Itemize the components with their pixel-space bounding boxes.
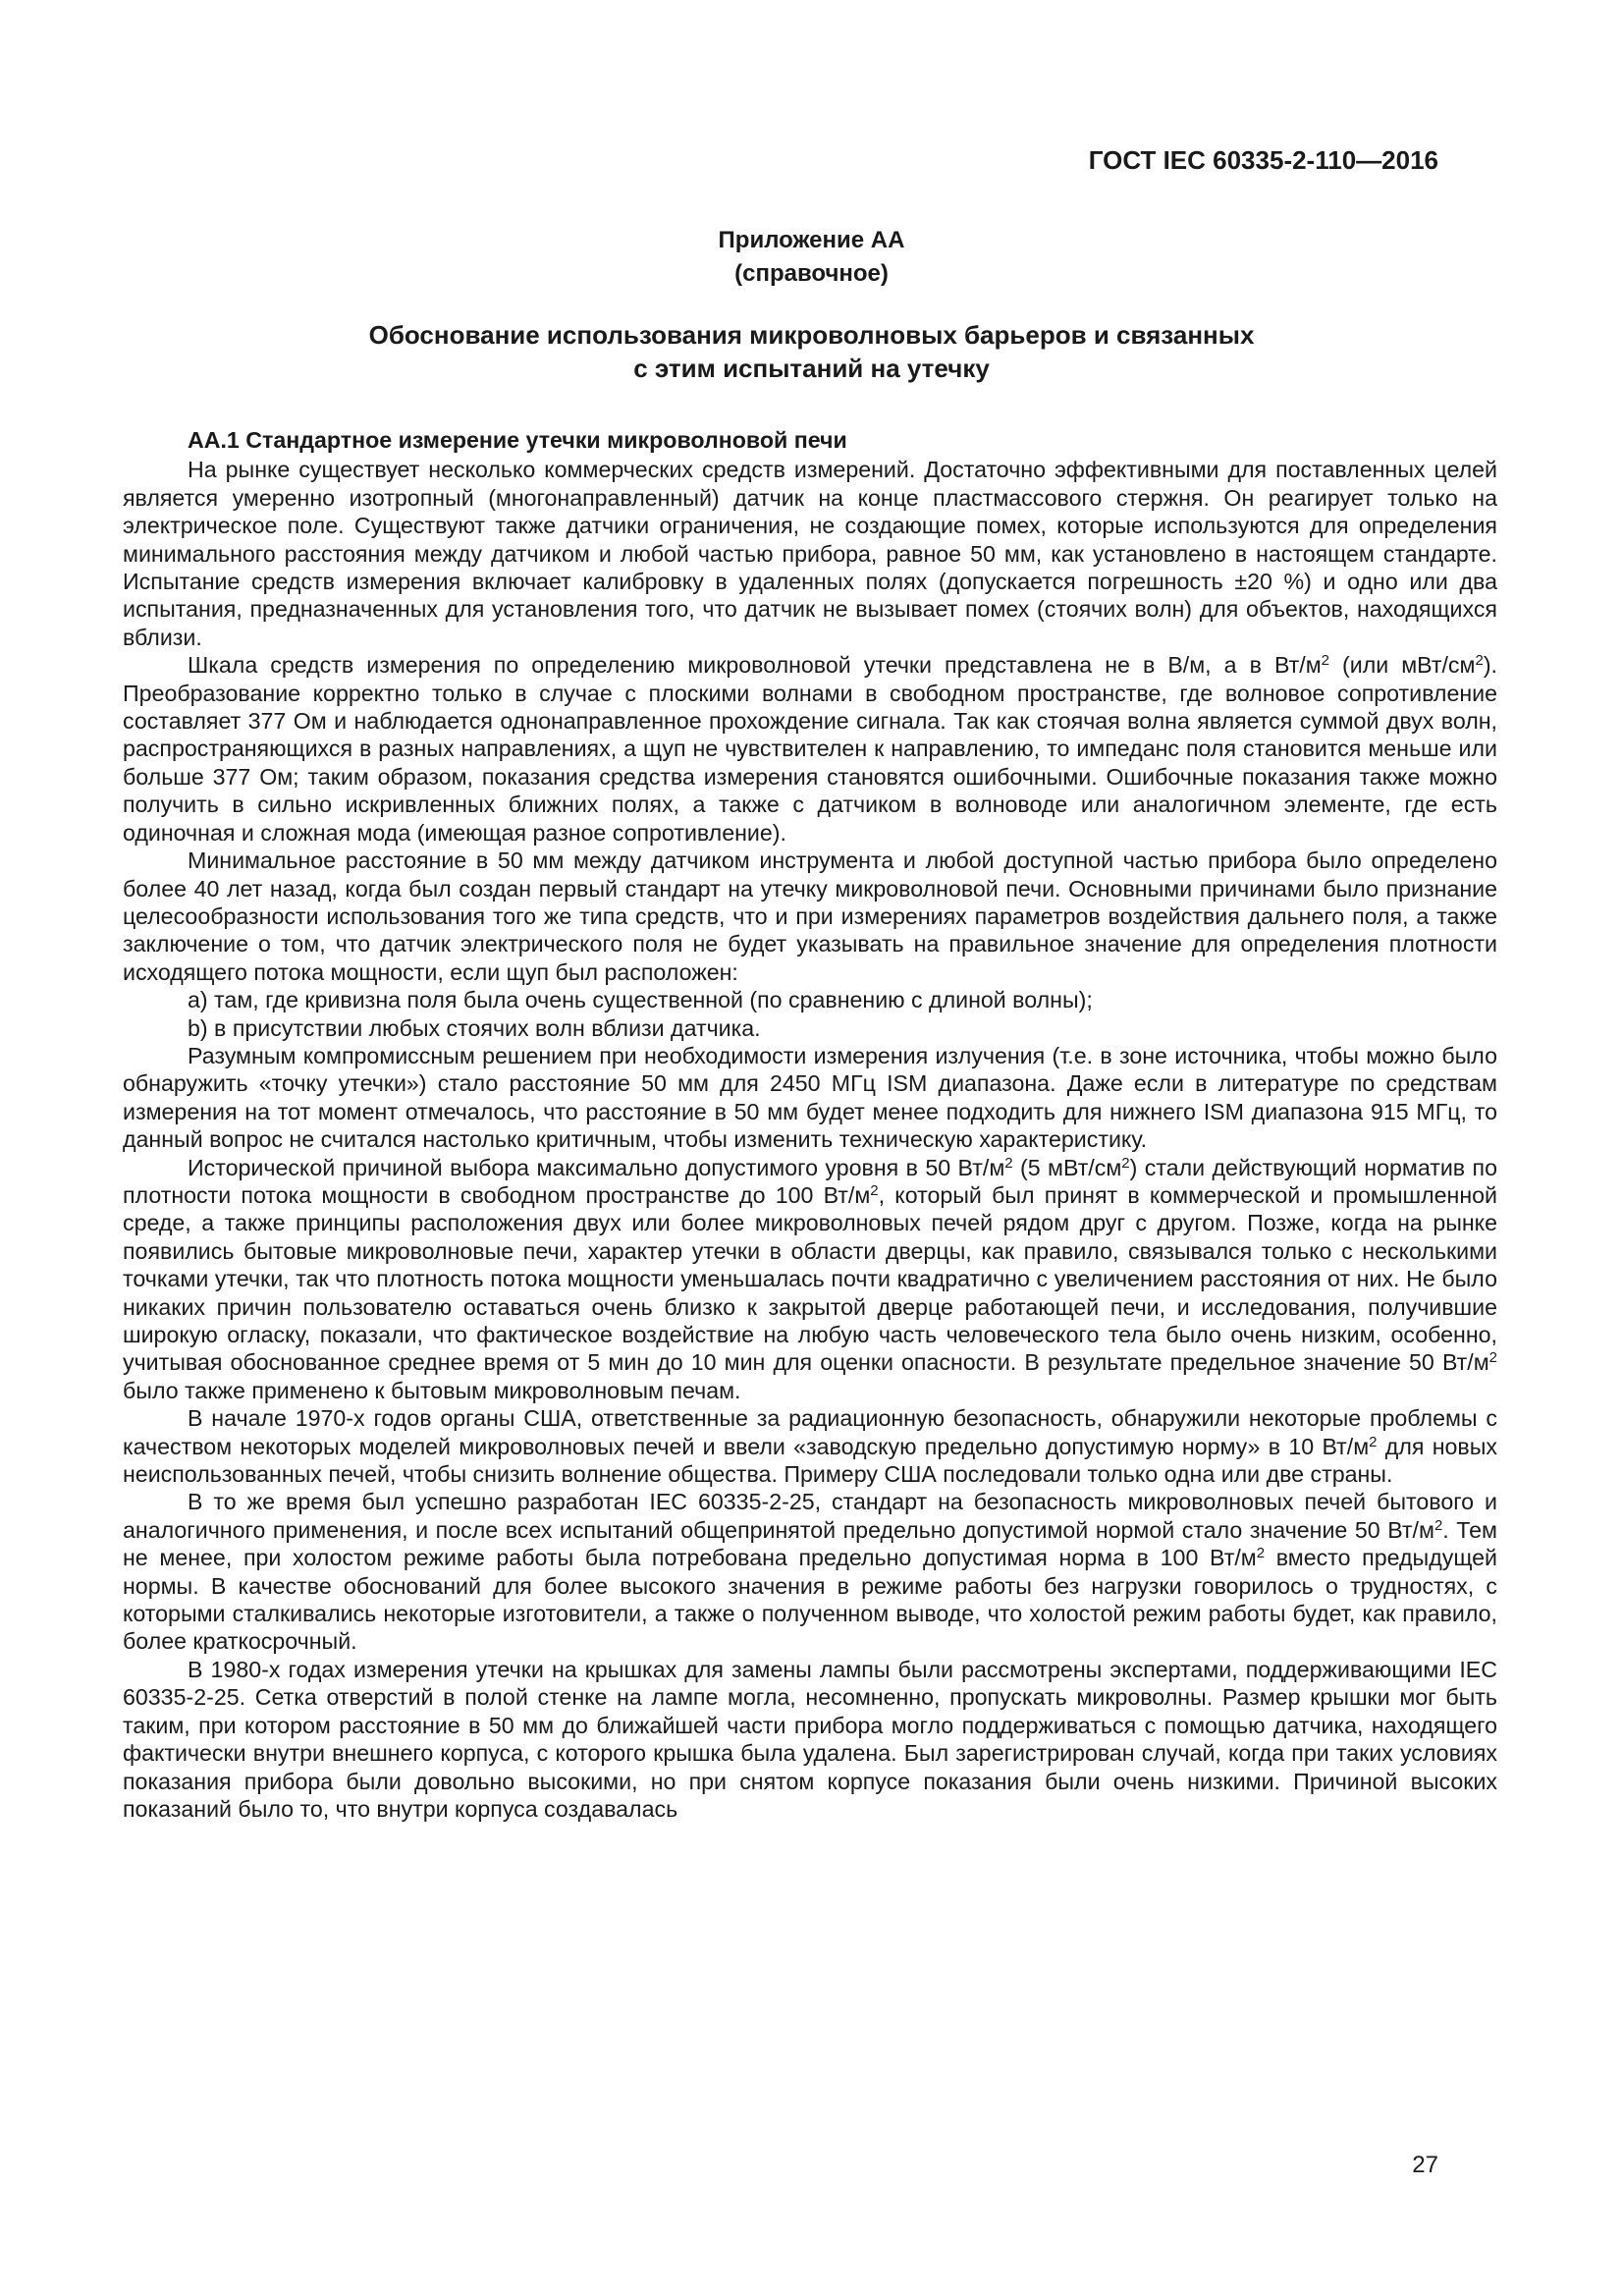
text-segment: вместо предыдущей нормы. В качестве обоснований для более высокого значения в режиме работы без нагрузки говорилось о трудностях, с которыми сталкивались некоторые изготовители, а также о полученном выводе, что холостой режим работы будет, как правило, более краткосрочный. (123, 1545, 1497, 1655)
text-segment: ) стали действующий норматив по плотности потока мощности в свободном пространстве до 100 Вт/м (123, 1154, 1497, 1208)
text-segment: , который был принят в коммерческой и промышленной среде, а также принципы расположения двух или более микроволновых печей рядом друг с другом. Позже, когда на рынке появились бытовые микроволновые печи, характер утечки в области дверцы, как правило, связывался только с несколькими точками утечки, так что плотность потока мощности уменьшалась почти квадратично с увеличением расстояния от них. Не было никаких причин пользователю оставаться очень близко к закрытой дверце работающей печи, и исследования, получившие широкую огласку, показали, что фактическое воздействие на любую часть человеческого тела было очень низким, особенно, учитывая обоснованное среднее время от 5 мин до 10 мин для оценки опасности. В результате предельное значение 50 Вт/м (123, 1181, 1497, 1376)
title-line-2: с этим испытаний на утечку (633, 354, 990, 383)
text-segment: В начале 1970-х годов органы США, ответственные за радиационную безопасность, обнаружили некоторые проблемы с качеством некоторых моделей микроволновых печей и ввели «заводскую предельно допустимую норму» в 10 Вт/м (123, 1405, 1497, 1459)
section-heading: АА.1 Стандартное измерение утечки микроволновой печи (188, 427, 847, 453)
superscript: 2 (1321, 652, 1329, 670)
text-segment: было также применено к бытовым микроволновым печам. (123, 1377, 741, 1403)
text-segment: В то же время был успешно разработан IEC 60335-2-25, стандарт на безопасность микроволновых печей бытового и аналогичного применения, и после всех испытаний общепринятой предельно допустимой нормой стало значение 50 Вт/м (123, 1489, 1497, 1543)
superscript: 2 (870, 1181, 879, 1199)
annex-label: Приложение АА (718, 227, 905, 253)
paragraph-1: На рынке существует несколько коммерческих средств измерений. Достаточно эффективными для поставленных целей является умеренно изотропный (многонаправленный) датчик на конце пластмассового стержня. Он реагирует только на электрическое поле. Существуют также датчики ограничения, не создающие помех, которые используются для определения минимального расстояния между датчиком и любой частью прибора, равное 50 мм, как установлено в настоящем стандарте. Испытание средств измерения включает калибровку в удаленных полях (допускается погрешность ±20 %) и одно или два испытания, предназначенных для установления того, что датчик не вызывает помех (стоячих волн) для объектов, находящихся вблизи. (123, 457, 1497, 650)
title-line-1: Обоснование использования микроволновых барьеров и связанных (368, 320, 1255, 350)
text-segment: (или мВт/см (1329, 652, 1476, 679)
superscript: 2 (1488, 1349, 1497, 1367)
page-number: 27 (1412, 2152, 1438, 2178)
document-title (0, 318, 1623, 385)
paragraph-2 (123, 651, 1497, 847)
text-segment: Исторической причиной выбора максимально допустимого уровня в 50 Вт/м (188, 1154, 1005, 1180)
standard-id-header: ГОСТ IEC 60335-2-110—2016 (1088, 145, 1438, 175)
superscript: 2 (1369, 1433, 1378, 1450)
text-segment: (5 мВт/см (1012, 1154, 1122, 1180)
superscript: 2 (1121, 1154, 1130, 1172)
list-item-a: а) там, где кривизна поля была очень существенной (по сравнению с длиной волны); (188, 987, 1093, 1013)
body-text (123, 426, 1497, 1823)
text-segment: . Тем не менее, при холостом режиме работы была потребована предельно допустимая норма в 100 Вт/м (123, 1516, 1498, 1571)
paragraph-4: Разумным компромиссным решением при необходимости измерения излучения (т.е. в зоне источника, чтобы можно было обнаружить «точку утечки») стало расстояние 50 мм для 2450 МГц ISM диапазона. Даже если в литературе по средствам измерения на тот момент отмечалось, что расстояние в 50 мм будет менее подходить для нижнего ISM диапазона 915 МГц, то данный вопрос не считался настолько критичным, чтобы изменить техническую характеристику. (123, 1042, 1497, 1153)
text-segment: для новых неиспользованных печей, чтобы снизить волнение общества. Примеру США последовали только одна или две страны. (123, 1433, 1497, 1488)
superscript: 2 (1004, 1154, 1013, 1172)
annex-title-block (0, 224, 1623, 291)
paragraph-6 (123, 1404, 1497, 1488)
superscript: 2 (1475, 652, 1484, 670)
annex-type: (справочное) (734, 260, 889, 287)
superscript: 2 (1256, 1545, 1266, 1562)
list-item-b: b) в присутствии любых стоячих волн вблизи датчика. (188, 1014, 761, 1041)
paragraph-3: Минимальное расстояние в 50 мм между датчиком инструмента и любой доступной частью прибора было определено более 40 лет назад, когда был создан первый стандарт на утечку микроволновой печи. Основными причинами было признание целесообразности использования того же типа средств, что и при измерениях параметров воздействия дальнего поля, а также заключение о том, что датчик электрического поля не будет указывать на правильное значение для определения плотности исходящего потока мощности, если щуп был расположен: (123, 847, 1497, 985)
paragraph-5 (123, 1154, 1497, 1405)
paragraph-8: В 1980-х годах измерения утечки на крышках для замены лампы были рассмотрены экспертами, поддерживающими IEC 60335-2-25. Сетка отверстий в полой стенке на лампе могла, несомненно, пропускать микроволны. Размер крышки мог быть таким, при котором расстояние в 50 мм до ближайшей части прибора могло поддерживаться с помощью датчика, находящего фактически внутри внешнего корпуса, с которого крышка была удалена. Был зарегистрирован случай, когда при таких условиях показания прибора были довольно высокими, но при снятом корпусе показания были очень низкими. Причиной высоких показаний было то, что внутри корпуса создавалась (123, 1656, 1497, 1822)
paragraph-7 (123, 1488, 1497, 1655)
text-segment: Шкала средств измерения по определению микроволновой утечки представлена не в В/м, а в Вт/м (188, 652, 1322, 679)
superscript: 2 (1434, 1516, 1443, 1534)
text-segment: ). Преобразование корректно только в случае с плоскими волнами в свободном пространстве, где волновое сопротивление составляет 377 Ом и наблюдается однонаправленное прохождение сигнала. Так как стоячая волна является суммой двух волн, распространяющихся в разных направлениях, а щуп не чувствителен к направлению, то импеданс поля становится меньше или больше 377 Ом; таким образом, показания средства измерения становятся ошибочными. Ошибочные показания также можно получить в сильно искривленных ближних полях, а также с датчиком в волноводе или аналогичном элементе, где есть одиночная и сложная мода (имеющая разное сопротивление). (123, 652, 1497, 846)
